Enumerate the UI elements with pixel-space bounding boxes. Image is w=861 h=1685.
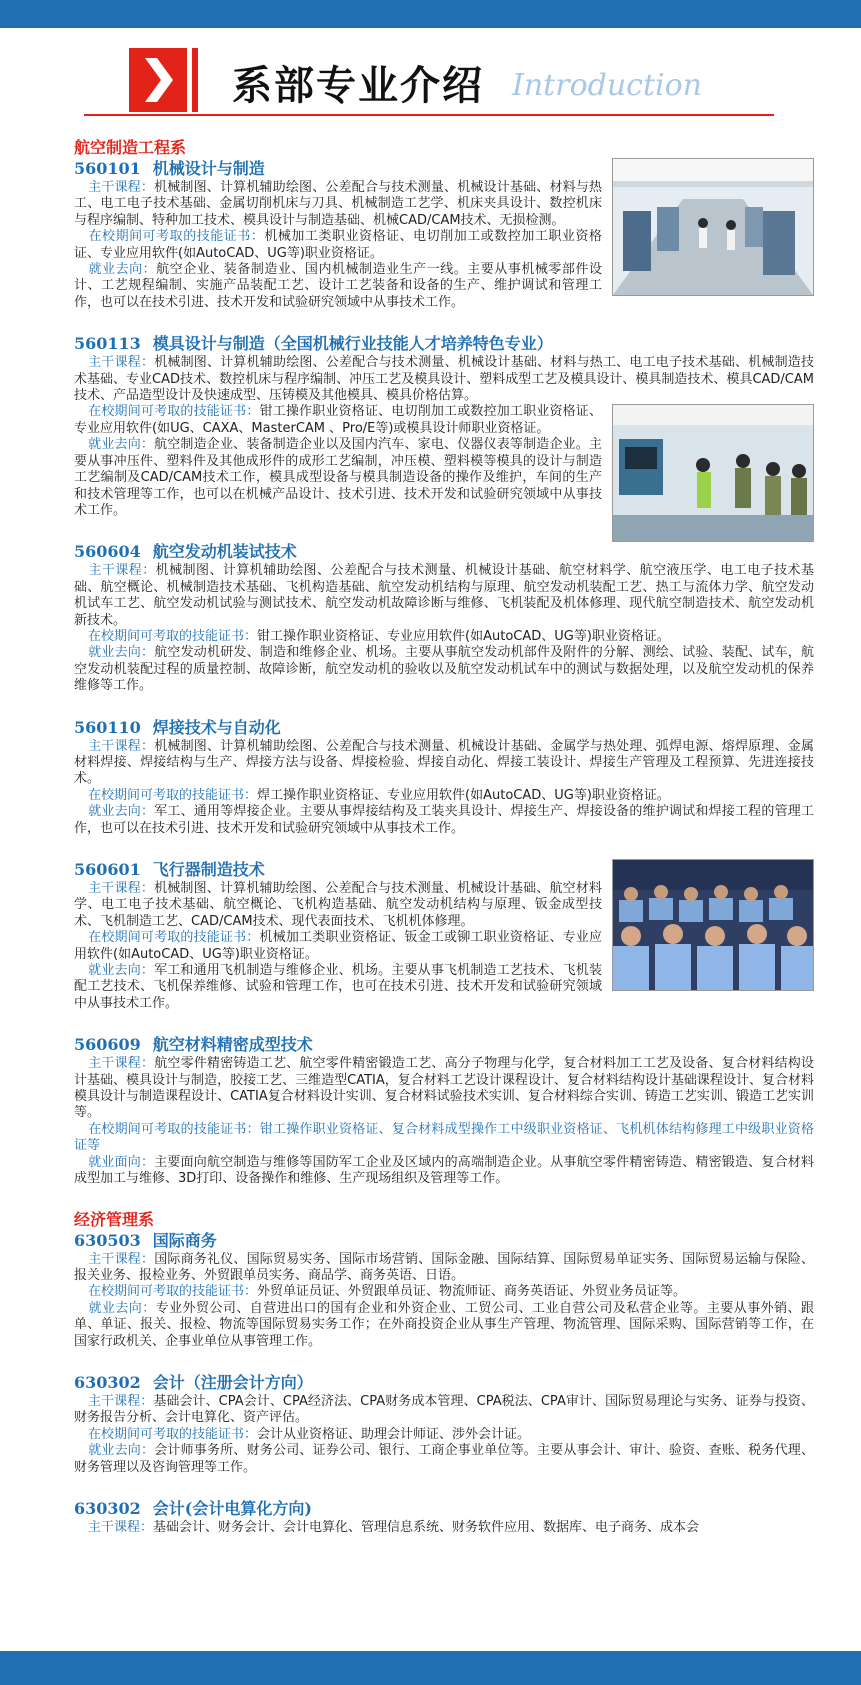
major-title [74,333,814,355]
courses-text: 机械制图、计算机辅助绘图、公差配合与技术测量、机械设计基础、航空材料学、电工电子技术基础、航空概论、飞机构造基础、航空发动机结构与原理、钣金成型技术、飞机制造工艺、CAD/CAM技术、现代表面技术、飞机机体修理。 [74,881,602,929]
jobs-label: 就业面向： [88,1154,155,1170]
certs-text: 钳工操作职业资格证、电切削加工或数控加工职业资格证、专业应用软件(如UG、CAXA、MasterCAM 、Pro/E等)或模具设计师职业资格证。 [74,404,602,436]
jobs-text: 主要面向航空制造与维修等国防军工企业及区域内的高端制造企业。从事航空零件精密铸造、精密锻造、复合材料成型加工与维修、3D打印、设备操作和维修、生产现场组织及管理等工作。 [74,1154,814,1187]
certs-label: 在校期间可考取的技能证书： [88,229,265,245]
courses-label: 主干课程： [88,1393,154,1409]
certs-text: 机械加工类职业资格证、钣金工或铆工职业资格证、专业应用软件(如AutoCAD、UG等)职业资格证。 [74,930,602,962]
courses-text: 国际商务礼仪、国际贸易实务、国际市场营销、国际金融、国际结算、国际贸易单证实务、国际贸易运输与保险、报关业务、报检业务、外贸跟单员实务、商品学、商务英语、日语。 [74,1251,814,1283]
major-title [74,541,814,563]
certs-label: 在校期间可考取的技能证书： [88,1121,260,1137]
major-name: 会计(会计电算化方向) [152,1498,312,1518]
content [74,138,814,1558]
courses-text: 航空零件精密铸造工艺、航空零件精密锻造工艺、高分子物理与化学，复合材料加工工艺及设备、复合材料结构设计基础、模具设计与制造，胶接工艺、三维造型CATIA，复合材料工艺设计课程设计、复合材料结构设计基础课程设计、复合材料模具设计与制造课程设计、CATIA复合材料设计实训、复合材料试验技术实训、复合材料综合实训、铸造工艺实训、锻造工艺实训等。 [74,1056,814,1121]
major-code: 560601 [74,860,141,879]
page-title: 系部专业介绍 [232,63,484,109]
courses-label: 主干课程： [88,738,155,754]
major-courses [74,1056,814,1122]
jobs-label: 就业去向： [88,1443,155,1459]
certs-text: 机械加工类职业资格证、电切削加工或数控加工职业资格证、专业应用软件(如AutoCAD、UG等)职业资格证。 [74,229,602,261]
major-block [74,1034,814,1187]
major-certs [74,1427,814,1443]
certs-label: 在校期间可考取的技能证书： [88,404,260,420]
certs-text: 钳工操作职业资格证、复合材料成型操作工中级职业资格证、飞机机体结构修理工中级职业资格证等 [74,1121,814,1154]
workshop-photo [612,158,814,296]
courses-label: 主干课程： [88,1056,155,1072]
major-block [74,717,814,837]
certs-text: 外贸单证员证、外贸跟单员证、物流师证、商务英语证、外贸业务员证等。 [257,1284,687,1300]
major-code: 630302 [74,1498,141,1518]
jobs-label: 就业去向： [88,645,155,661]
major-block [74,333,814,519]
major-courses [74,563,814,629]
major-title [74,1230,814,1252]
major-code: 560110 [74,717,141,737]
major-certs [74,1122,814,1155]
major-courses [74,1520,814,1536]
courses-text: 机械制图、计算机辅助绘图、公差配合与技术测量、机械设计基础、材料与热工、电工电子技术基础、金属切削机床与刀具、机械制造工艺学、机床夹具设计、数控机床与程序编制、特种加工技术、模具设计与制造基础、机械CAD/CAM技术、无损检测。 [74,180,602,228]
certs-text: 钳工操作职业资格证、专业应用软件(如AutoCAD、UG等)职业资格证。 [257,628,670,644]
certs-label: 在校期间可考取的技能证书： [88,930,260,946]
jobs-label: 就业去向： [88,437,155,453]
major-code: 560101 [74,159,141,178]
jobs-text: 航空制造企业、装备制造企业以及国内汽车、家电、仪器仪表等制造企业。主要从事冲压件、塑料件及其他成形件的成形工艺编制，冲压模、塑料模等模具的设计与制造工艺编制及CAD/CAM技术工作，模具成型设备与模具制造设备的操作及维护，车间的生产和技术管理等工作，也可以在机械产品设计、技术引进、技术开发和试验研究领域中从事技术工作。 [74,437,602,518]
department-heading: 航空制造工程系 [74,138,187,157]
courses-label: 主干课程： [88,881,155,896]
major-block [74,1230,814,1350]
top-band [0,0,861,28]
major-name: 焊接技术与自动化 [152,717,281,737]
certs-text: 会计从业资格证、助理会计师证、涉外会计证。 [257,1426,531,1442]
header-underline [84,114,774,116]
major-jobs [74,1443,814,1476]
header-divider-bar [192,48,198,112]
courses-text: 机械制图、计算机辅助绘图、公差配合与技术测量、机械设计基础、材料与热工、电工电子技术基础、机械制造技术基础、专业CAD技术、数控机床与程序编制、冲压工艺及模具设计、塑料成型工艺及模具设计、模具制造技术、模具CAD/CAM技术、产品造型设计及快速成型、压铸模及其他模具、模具价格估算。 [74,355,814,404]
major-code: 560609 [74,1035,141,1055]
jobs-text: 军工、通用等焊接企业。主要从事焊接结构及工装夹具设计、焊接生产、焊接设备的维护调试和焊接工程的管理工作，也可以在技术引进、技术开发和试验研究领域中从事技术工作。 [74,804,814,836]
students-photo [612,859,814,991]
chevron-right-icon [141,58,175,102]
courses-text: 基础会计、财务会计、会计电算化、管理信息系统、财务软件应用、数据库、电子商务、成本会 [153,1519,700,1535]
major-title [74,1372,814,1394]
major-jobs [74,645,814,694]
major-certs [74,788,814,804]
major-code: 560604 [74,542,141,562]
major-block [74,541,814,694]
jobs-text: 航空企业、装备制造业、国内机械制造业生产一线。主要从事机械零部件设计、工艺规程编制、实施产品装配工艺、设计工艺装备和设备的生产、维护调试和管理工作，也可以在技术引进、技术开发和试验研究领域中从事技术工作。 [74,262,602,310]
major-title [74,1498,814,1520]
bottom-band [0,1651,861,1685]
major-certs [74,1284,814,1300]
major-name: 国际商务 [152,1230,217,1250]
major-name: 航空发动机装试技术 [152,542,297,562]
certs-text: 焊工操作职业资格证、专业应用软件(如AutoCAD、UG等)职业资格证。 [257,787,670,803]
major-courses [74,1252,814,1285]
major-code: 630503 [74,1230,141,1250]
courses-label: 主干课程： [88,355,155,371]
major-jobs [74,1155,814,1188]
courses-label: 主干课程： [88,563,156,579]
major-courses [74,739,814,788]
certs-label: 在校期间可考取的技能证书： [88,1284,258,1300]
major-jobs [74,804,814,837]
major-name: 会计（注册会计方向） [152,1372,313,1392]
major-block [74,1372,814,1476]
major-name: 飞行器制造技术 [152,860,265,879]
major-courses [74,1394,814,1427]
major-courses [74,355,814,404]
jobs-label: 就业去向： [88,1300,156,1316]
certs-label: 在校期间可考取的技能证书： [88,1426,258,1442]
major-block [74,158,814,311]
major-name: 模具设计与制造（全国机械行业技能人才培养特色专业） [152,334,553,354]
major-name: 机械设计与制造 [152,159,265,178]
page-header [84,48,774,118]
major-code: 560113 [74,334,141,354]
major-certs [74,629,814,645]
major-code: 630302 [74,1372,141,1392]
header-arrow-badge [129,48,187,112]
training-photo [612,404,814,542]
jobs-label: 就业去向： [88,262,157,278]
major-name: 航空材料精密成型技术 [152,1035,313,1055]
jobs-label: 就业去向： [88,804,155,820]
courses-label: 主干课程： [88,1251,155,1267]
major-jobs [74,1301,814,1350]
jobs-text: 专业外贸公司、自营进出口的国有企业和外资企业、工贸公司、工业自营公司及私营企业等。主要从事外销、跟单、单证、报关、报检、物流等国际贸易实务工作；在外商投资企业从事生产管理、物流管理、国际采购、国际营销等工作，在国家行政机关、企事业单位从事管理工作。 [74,1300,814,1349]
courses-text: 机械制图、计算机辅助绘图、公差配合与技术测量、机械设计基础、金属学与热处理、弧焊电源、熔焊原理、金属材料焊接、焊接结构与生产、焊接方法与设备、焊接检验、焊接自动化、焊接工装设计、焊接生产管理及工程预算、先进连接技术。 [74,738,814,787]
courses-label: 主干课程： [88,180,155,195]
courses-label: 主干课程： [88,1519,154,1535]
certs-label: 在校期间可考取的技能证书： [88,787,258,803]
jobs-text: 军工和通用飞机制造与维修企业、机场。主要从事飞机制造工艺技术、飞机装配工艺技术、飞机保养维修、试验和管理工作，也可在技术引进、技术开发和试验研究领域中从事技术工作。 [74,963,602,1011]
courses-text: 机械制图、计算机辅助绘图、公差配合与技术测量、机械设计基础、航空材料学、航空液压学、电工电子技术基础、航空概论、机械制造技术基础、飞机构造基础、航空发动机结构与原理、航空发动机装配工艺、热工与流体力学、航空发动机试车工艺、航空发动机试验与测试技术、航空发动机故障诊断与维修、飞机装配及机体修理、现代航空制造技术、航空发动机新技术。 [74,563,814,628]
jobs-text: 航空发动机研发、制造和维修企业、机场。主要从事航空发动机部件及附件的分解、测绘、试验、装配、试车，航空发动机装配过程的质量控制、故障诊断，航空发动机的验收以及航空发动机试车中的测试与数据处理，以及航空发动机的保养维修等工作。 [74,645,814,694]
courses-text: 基础会计、CPA会计、CPA经济法、CPA财务成本管理、CPA税法、CPA审计、国际贸易理论与实务、证券与投资、财务报告分析、会计电算化、资产评估。 [74,1393,814,1426]
major-title [74,717,814,739]
major-title [74,1034,814,1056]
major-block [74,1498,814,1536]
jobs-label: 就业去向： [88,963,155,979]
jobs-text: 会计师事务所、财务公司、证券公司、银行、工商企事业单位等。主要从事会计、审计、验资、查账、税务代理、财务管理以及咨询管理等工作。 [74,1443,814,1475]
department-heading: 经济管理系 [74,1209,155,1229]
page-subtitle-en: Introduction [512,68,702,103]
certs-label: 在校期间可考取的技能证书： [88,628,258,644]
major-block [74,859,814,1012]
